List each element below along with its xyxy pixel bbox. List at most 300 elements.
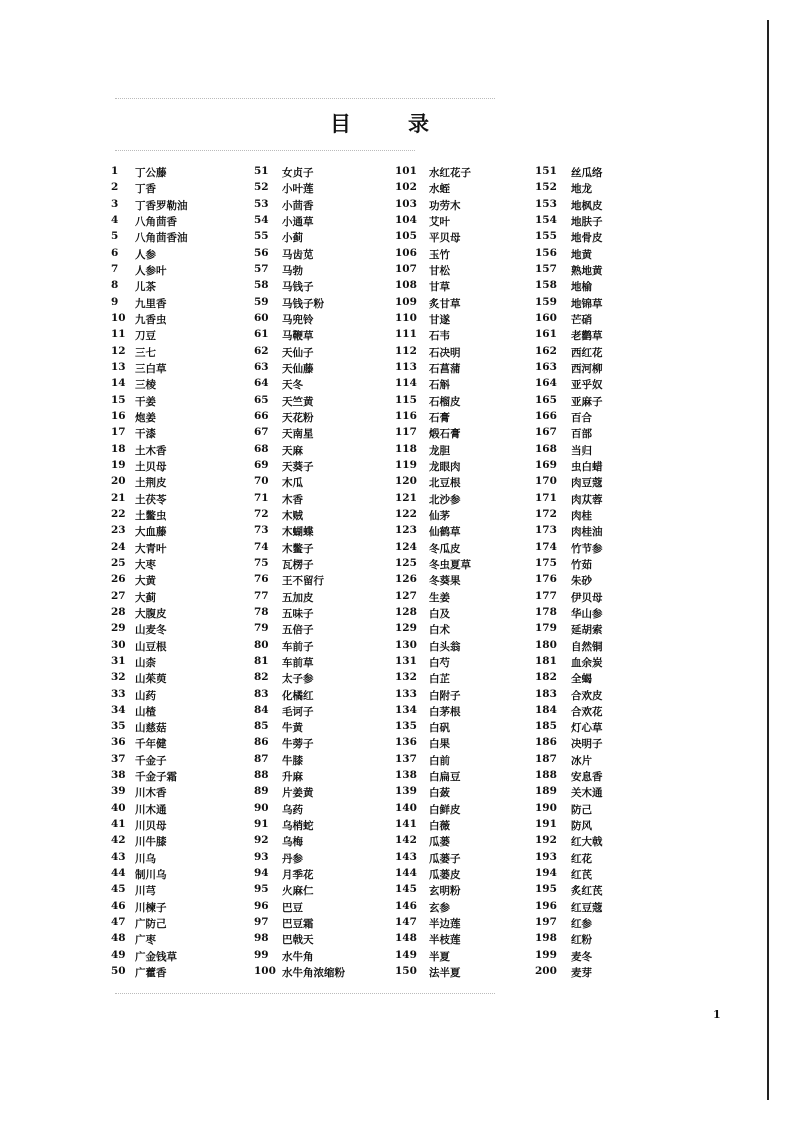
- entry-name: 艾叶: [429, 215, 450, 228]
- entry-number: 72: [254, 507, 269, 520]
- entry-name: 甘遂: [429, 313, 450, 326]
- entry-number: 138: [395, 769, 417, 782]
- entry-number: 31: [111, 654, 126, 667]
- entry-name: 小叶莲: [282, 183, 314, 196]
- entry-name: 土贝母: [135, 460, 167, 473]
- entry-number: 48: [111, 932, 126, 945]
- entry-number: 97: [254, 916, 269, 929]
- entry-number: 36: [111, 736, 126, 749]
- entry-number: 29: [111, 622, 126, 635]
- entry-name: 地榆: [571, 281, 592, 294]
- entry-name: 瓜蒌皮: [429, 869, 461, 882]
- entry-name: 白头翁: [429, 640, 461, 653]
- entry-name: 红参: [571, 918, 592, 931]
- entry-name: 天仙藤: [282, 362, 314, 375]
- entry-number: 148: [395, 932, 417, 945]
- entry-name: 川贝母: [135, 820, 167, 833]
- entry-number: 75: [254, 556, 269, 569]
- entry-name: 川木通: [135, 803, 167, 816]
- entry-name: 红花: [571, 852, 592, 865]
- entry-name: 石斛: [429, 379, 450, 392]
- entry-number: 141: [395, 818, 417, 831]
- entry-number: 27: [111, 589, 126, 602]
- entry-number: 109: [395, 295, 417, 308]
- entry-number: 149: [395, 948, 417, 961]
- entry-number: 66: [254, 409, 269, 422]
- entry-number: 181: [535, 654, 557, 667]
- entry-number: 143: [395, 850, 417, 863]
- entry-name: 炙甘草: [429, 297, 461, 310]
- entry-number: 52: [254, 181, 269, 194]
- entry-name: 西红花: [571, 346, 603, 359]
- entry-number: 16: [111, 409, 126, 422]
- entry-number: 189: [535, 785, 557, 798]
- entry-name: 灯心草: [571, 722, 603, 735]
- entry-name: 山麦冬: [135, 624, 167, 637]
- entry-name: 红豆蔻: [571, 901, 603, 914]
- entry-name: 化橘红: [282, 689, 314, 702]
- entry-number: 179: [535, 622, 557, 635]
- entry-number: 120: [395, 475, 417, 488]
- entry-name: 天冬: [282, 379, 303, 392]
- entry-name: 三七: [135, 346, 156, 359]
- entry-name: 小通草: [282, 215, 314, 228]
- entry-number: 2: [111, 181, 119, 194]
- entry-name: 小蓟: [282, 232, 303, 245]
- entry-name: 白及: [429, 607, 450, 620]
- entry-number: 81: [254, 654, 269, 667]
- entry-number: 12: [111, 344, 126, 357]
- entry-name: 肉豆蔻: [571, 477, 603, 490]
- entry-name: 天南星: [282, 428, 314, 441]
- entry-number: 129: [395, 622, 417, 635]
- entry-name: 半边莲: [429, 918, 461, 931]
- entry-number: 9: [111, 295, 119, 308]
- entry-number: 77: [254, 589, 269, 602]
- entry-name: 川乌: [135, 852, 156, 865]
- entry-name: 肉桂: [571, 509, 592, 522]
- entry-name: 牛黄: [282, 722, 303, 735]
- entry-name: 丁公藤: [135, 167, 167, 179]
- entry-number: 106: [395, 246, 417, 259]
- entry-name: 儿茶: [135, 281, 156, 294]
- entry-name: 八角茴香: [135, 215, 177, 228]
- entry-name: 土木香: [135, 444, 167, 457]
- entry-name: 白芷: [429, 673, 450, 686]
- entry-name: 地黄: [571, 248, 592, 261]
- entry-name: 伊贝母: [571, 591, 603, 604]
- entry-number: 96: [254, 899, 269, 912]
- entry-name: 生姜: [429, 591, 450, 604]
- entry-number: 119: [395, 458, 417, 471]
- entry-name: 土荆皮: [135, 477, 167, 490]
- entry-number: 134: [395, 703, 417, 716]
- entry-name: 西河柳: [571, 362, 603, 375]
- entry-number: 165: [535, 393, 557, 406]
- entry-name: 土鳖虫: [135, 509, 167, 522]
- entry-name: 冬瓜皮: [429, 542, 461, 555]
- entry-number: 94: [254, 867, 269, 880]
- entry-name: 马勃: [282, 264, 303, 277]
- entry-name: 三白草: [135, 362, 167, 375]
- entry-name: 法半夏: [429, 967, 461, 980]
- entry-name: 红粉: [571, 934, 592, 947]
- entry-name: 毛诃子: [282, 705, 314, 718]
- entry-number: 175: [535, 556, 557, 569]
- entry-name: 红大戟: [571, 836, 603, 849]
- entry-name: 川木香: [135, 787, 167, 800]
- entry-name: 广防己: [135, 918, 167, 931]
- entry-number: 196: [535, 899, 557, 912]
- entry-number: 124: [395, 540, 417, 553]
- entry-number: 150: [395, 965, 417, 978]
- entry-number: 86: [254, 736, 269, 749]
- entry-number: 190: [535, 801, 557, 814]
- entry-number: 37: [111, 752, 126, 765]
- entry-name: 甘草: [429, 281, 450, 294]
- entry-number: 62: [254, 344, 269, 357]
- entry-name: 马齿苋: [282, 248, 314, 261]
- entry-name: 白鲜皮: [429, 803, 461, 816]
- entry-name: 延胡索: [571, 624, 603, 637]
- entry-name: 合欢皮: [571, 689, 603, 702]
- entry-number: 114: [395, 377, 417, 390]
- entry-number: 112: [395, 344, 417, 357]
- entry-name: 川芎: [135, 885, 156, 898]
- entry-name: 广枣: [135, 934, 156, 947]
- entry-number: 155: [535, 230, 557, 243]
- entry-name: 玄参: [429, 901, 450, 914]
- entry-name: 竹茹: [571, 558, 592, 571]
- entry-number: 102: [395, 181, 417, 194]
- entry-number: 195: [535, 883, 557, 896]
- entry-number: 182: [535, 671, 557, 684]
- entry-name: 广藿香: [135, 967, 167, 980]
- entry-name: 大青叶: [135, 542, 167, 555]
- entry-number: 145: [395, 883, 417, 896]
- entry-number: 17: [111, 426, 126, 439]
- entry-number: 40: [111, 801, 126, 814]
- title-char-2: 录: [408, 111, 429, 136]
- entry-name: 地枫皮: [571, 199, 603, 212]
- entry-number: 185: [535, 720, 557, 733]
- entry-name: 石菖蒲: [429, 362, 461, 375]
- entry-number: 173: [535, 524, 557, 537]
- entry-number: 68: [254, 442, 269, 455]
- entry-number: 38: [111, 769, 126, 782]
- entry-name: 北豆根: [429, 477, 461, 490]
- entry-name: 木香: [282, 493, 303, 506]
- entry-number: 87: [254, 752, 269, 765]
- entry-number: 30: [111, 638, 126, 651]
- entry-name: 全蝎: [571, 673, 592, 686]
- entry-name: 天花粉: [282, 411, 314, 424]
- entry-name: 干漆: [135, 428, 156, 441]
- entry-name: 乌梢蛇: [282, 820, 314, 833]
- entry-number: 125: [395, 556, 417, 569]
- entry-number: 42: [111, 834, 126, 847]
- entry-number: 172: [535, 507, 557, 520]
- entry-number: 194: [535, 867, 557, 880]
- title-char-1: 目: [330, 111, 351, 136]
- entry-number: 41: [111, 818, 126, 831]
- entry-name: 亚乎奴: [571, 379, 603, 392]
- entry-number: 161: [535, 328, 557, 341]
- entry-number: 26: [111, 573, 126, 586]
- scan-noise-line: [115, 150, 415, 152]
- entry-number: 186: [535, 736, 557, 749]
- entry-number: 84: [254, 703, 269, 716]
- entry-name: 地龙: [571, 183, 592, 196]
- entry-name: 白茅根: [429, 705, 461, 718]
- entry-name: 人参叶: [135, 264, 167, 277]
- entry-number: 53: [254, 197, 269, 210]
- entry-name: 肉苁蓉: [571, 493, 603, 506]
- entry-number: 132: [395, 671, 417, 684]
- entry-number: 192: [535, 834, 557, 847]
- entry-number: 51: [254, 165, 269, 177]
- entry-name: 炙红芪: [571, 885, 603, 898]
- entry-name: 水蛭: [429, 183, 450, 196]
- entry-name: 山药: [135, 689, 156, 702]
- entry-number: 1: [111, 165, 119, 177]
- entry-number: 105: [395, 230, 417, 243]
- entry-name: 巴豆: [282, 901, 303, 914]
- entry-name: 安息香: [571, 771, 603, 784]
- entry-number: 6: [111, 246, 119, 259]
- entry-number: 18: [111, 442, 126, 455]
- entry-name: 防己: [571, 803, 592, 816]
- entry-number: 128: [395, 605, 417, 618]
- entry-name: 石膏: [429, 411, 450, 424]
- entry-name: 九香虫: [135, 313, 167, 326]
- entry-name: 五加皮: [282, 591, 314, 604]
- entry-name: 冬虫夏草: [429, 558, 471, 571]
- entry-number: 14: [111, 377, 126, 390]
- entry-number: 147: [395, 916, 417, 929]
- entry-number: 156: [535, 246, 557, 259]
- entry-number: 61: [254, 328, 269, 341]
- entry-number: 11: [111, 328, 126, 341]
- entry-name: 白术: [429, 624, 450, 637]
- entry-name: 三棱: [135, 379, 156, 392]
- entry-number: 162: [535, 344, 557, 357]
- entry-number: 79: [254, 622, 269, 635]
- entry-name: 地锦草: [571, 297, 603, 310]
- entry-name: 大枣: [135, 558, 156, 571]
- entry-name: 白矾: [429, 722, 450, 735]
- entry-name: 冰片: [571, 754, 592, 767]
- entry-number: 8: [111, 279, 119, 292]
- entry-number: 137: [395, 752, 417, 765]
- entry-name: 千金子: [135, 754, 167, 767]
- entry-number: 54: [254, 213, 269, 226]
- entry-number: 188: [535, 769, 557, 782]
- entry-number: 3: [111, 197, 119, 210]
- entry-name: 八角茴香油: [135, 232, 188, 245]
- entry-number: 69: [254, 458, 269, 471]
- entry-name: 关木通: [571, 787, 603, 800]
- entry-name: 玄明粉: [429, 885, 461, 898]
- entry-number: 193: [535, 850, 557, 863]
- entry-number: 178: [535, 605, 557, 618]
- entry-number: 99: [254, 948, 269, 961]
- entry-name: 血余炭: [571, 656, 603, 669]
- entry-name: 女贞子: [282, 167, 314, 179]
- entry-number: 64: [254, 377, 269, 390]
- entry-name: 甘松: [429, 264, 450, 277]
- entry-number: 82: [254, 671, 269, 684]
- entry-number: 123: [395, 524, 417, 537]
- entry-name: 小茴香: [282, 199, 314, 212]
- entry-number: 92: [254, 834, 269, 847]
- entry-number: 187: [535, 752, 557, 765]
- entry-number: 117: [395, 426, 417, 439]
- entry-name: 车前子: [282, 640, 314, 653]
- entry-number: 65: [254, 393, 269, 406]
- entry-number: 130: [395, 638, 417, 651]
- entry-number: 167: [535, 426, 557, 439]
- entry-number: 47: [111, 916, 126, 929]
- entry-name: 仙茅: [429, 509, 450, 522]
- entry-name: 千金子霜: [135, 771, 177, 784]
- entry-number: 103: [395, 197, 417, 210]
- entry-name: 干姜: [135, 395, 156, 408]
- entry-number: 22: [111, 507, 126, 520]
- entry-name: 山豆根: [135, 640, 167, 653]
- entry-number: 113: [395, 360, 417, 373]
- entry-number: 71: [254, 491, 269, 504]
- entry-number: 166: [535, 409, 557, 422]
- entry-name: 刀豆: [135, 330, 156, 343]
- entry-number: 45: [111, 883, 126, 896]
- entry-number: 126: [395, 573, 417, 586]
- entry-number: 55: [254, 230, 269, 243]
- entry-number: 142: [395, 834, 417, 847]
- entry-number: 118: [395, 442, 417, 455]
- entry-name: 平贝母: [429, 232, 461, 245]
- entry-name: 天葵子: [282, 460, 314, 473]
- entry-name: 乌梅: [282, 836, 303, 849]
- entry-name: 玉竹: [429, 248, 450, 261]
- entry-number: 101: [395, 165, 417, 177]
- page-edge-line: [767, 20, 769, 1100]
- entry-name: 丝瓜络: [571, 167, 603, 179]
- entry-name: 当归: [571, 444, 592, 457]
- entry-number: 56: [254, 246, 269, 259]
- entry-name: 地骨皮: [571, 232, 603, 245]
- entry-name: 白芍: [429, 656, 450, 669]
- entry-name: 功劳木: [429, 199, 461, 212]
- entry-name: 水红花子: [429, 167, 471, 179]
- entry-name: 白扁豆: [429, 771, 461, 784]
- entry-name: 芒硝: [571, 313, 592, 326]
- entry-number: 44: [111, 867, 126, 880]
- entry-number: 46: [111, 899, 126, 912]
- entry-number: 146: [395, 899, 417, 912]
- entry-number: 39: [111, 785, 126, 798]
- entry-number: 90: [254, 801, 269, 814]
- entry-number: 157: [535, 262, 557, 275]
- entry-name: 白薇: [429, 820, 450, 833]
- entry-name: 百合: [571, 411, 592, 424]
- entry-number: 152: [535, 181, 557, 194]
- entry-number: 25: [111, 556, 126, 569]
- entry-name: 决明子: [571, 738, 603, 751]
- entry-name: 丹参: [282, 852, 303, 865]
- entry-number: 168: [535, 442, 557, 455]
- entry-name: 虫白蜡: [571, 460, 603, 473]
- entry-number: 200: [535, 965, 557, 978]
- entry-name: 天仙子: [282, 346, 314, 359]
- entry-number: 32: [111, 671, 126, 684]
- entry-number: 153: [535, 197, 557, 210]
- entry-number: 21: [111, 491, 126, 504]
- entry-number: 154: [535, 213, 557, 226]
- entry-number: 43: [111, 850, 126, 863]
- entry-name: 山茱萸: [135, 673, 167, 686]
- entry-number: 85: [254, 720, 269, 733]
- entry-name: 川楝子: [135, 901, 167, 914]
- entry-name: 马鞭草: [282, 330, 314, 343]
- entry-name: 山慈菇: [135, 722, 167, 735]
- entry-number: 5: [111, 230, 119, 243]
- entry-number: 169: [535, 458, 557, 471]
- entry-number: 33: [111, 687, 126, 700]
- entry-name: 麦芽: [571, 967, 592, 980]
- entry-name: 龙胆: [429, 444, 450, 457]
- entry-name: 广金钱草: [135, 950, 177, 963]
- entry-number: 7: [111, 262, 119, 275]
- page-number: 1: [713, 1008, 721, 1021]
- entry-number: 160: [535, 311, 557, 324]
- entry-name: 木鳖子: [282, 542, 314, 555]
- scan-noise-line: [115, 993, 495, 995]
- entry-number: 122: [395, 507, 417, 520]
- entry-name: 巴豆霜: [282, 918, 314, 931]
- entry-name: 半夏: [429, 950, 450, 963]
- entry-number: 59: [254, 295, 269, 308]
- entry-number: 191: [535, 818, 557, 831]
- entry-name: 地肤子: [571, 215, 603, 228]
- entry-name: 火麻仁: [282, 885, 314, 898]
- entry-number: 107: [395, 262, 417, 275]
- entry-name: 升麻: [282, 771, 303, 784]
- entry-name: 马钱子粉: [282, 297, 324, 310]
- entry-name: 马钱子: [282, 281, 314, 294]
- entry-number: 180: [535, 638, 557, 651]
- entry-name: 华山参: [571, 607, 603, 620]
- entry-number: 115: [395, 393, 417, 406]
- entry-name: 王不留行: [282, 575, 324, 588]
- entry-number: 23: [111, 524, 126, 537]
- entry-name: 自然铜: [571, 640, 603, 653]
- entry-number: 19: [111, 458, 126, 471]
- entry-name: 山柰: [135, 656, 156, 669]
- entry-name: 车前草: [282, 656, 314, 669]
- entry-name: 瓦楞子: [282, 558, 314, 571]
- entry-number: 158: [535, 279, 557, 292]
- entry-name: 麦冬: [571, 950, 592, 963]
- entry-name: 煅石膏: [429, 428, 461, 441]
- entry-number: 176: [535, 573, 557, 586]
- entry-name: 人参: [135, 248, 156, 261]
- entry-name: 山楂: [135, 705, 156, 718]
- entry-number: 70: [254, 475, 269, 488]
- entry-number: 58: [254, 279, 269, 292]
- entry-name: 瓜蒌: [429, 836, 450, 849]
- entry-name: 丁香罗勒油: [135, 199, 188, 212]
